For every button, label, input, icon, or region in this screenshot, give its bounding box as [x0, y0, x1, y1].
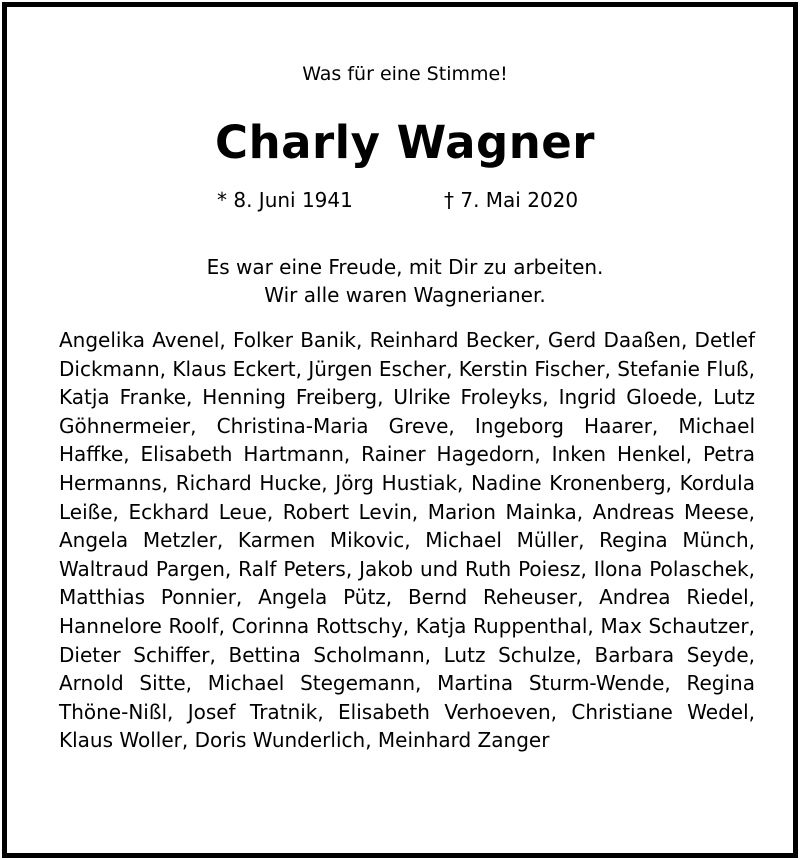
tribute-line-2: Wir alle waren Wagnerianer. — [264, 283, 546, 307]
tribute-text — [7, 253, 800, 309]
death-date: † 7. Mai 2020 — [444, 188, 579, 212]
birth-date: * 8. Juni 1941 — [217, 188, 353, 212]
deceased-name: Charly Wagner — [215, 116, 595, 169]
tribute-line-1: Es war eine Freude, mit Dir zu arbeiten. — [206, 255, 604, 279]
signatories-list: Angelika Avenel, Folker Banik, Reinhard Becker, Gerd Daaßen, Detlef Dickmann, Klaus Eckert, Jürgen Escher, Kerstin Fischer, Stefanie Fluß, Katja Franke, Henning Freiberg, Ulrike Froleyks, Ingrid Gloede, Lutz Göhnermeier, Christina-Maria Greve, Ingeborg Haarer, Michael Haffke, Elisabeth Hartmann, Rainer Hagedorn, Inken Henkel, Petra Hermanns, Richard Hucke, Jörg Hustiak, Nadine Kronenberg, Kordula Leiße, Eckhard Leue, Robert Levin, Marion Mainka, Andreas Meese, Angela Metzler, Karmen Mikovic, Michael Müller, Regina Münch, Waltraud Pargen, Ralf Peters, Jakob und Ruth Poiesz, Ilona Polaschek, Matthias Ponnier, Angela Pütz, Bernd Reheuser, Andrea Riedel, Hannelore Roolf, Corinna Rottschy, Katja Ruppenthal, Max Schautzer, Dieter Schiffer, Bettina Scholmann, Lutz Schulze, Barbara Seyde, Arnold Sitte, Michael Stegemann, Martina Sturm-Wende, Regina Thöne-Nißl, Josef Tratnik, Elisabeth Verhoeven, Christiane Wedel, Klaus Woller, Doris Wunderlich, Meinhard Zanger — [59, 328, 755, 753]
obituary-frame — [2, 2, 798, 858]
motto-line: Was für eine Stimme! — [302, 63, 508, 85]
